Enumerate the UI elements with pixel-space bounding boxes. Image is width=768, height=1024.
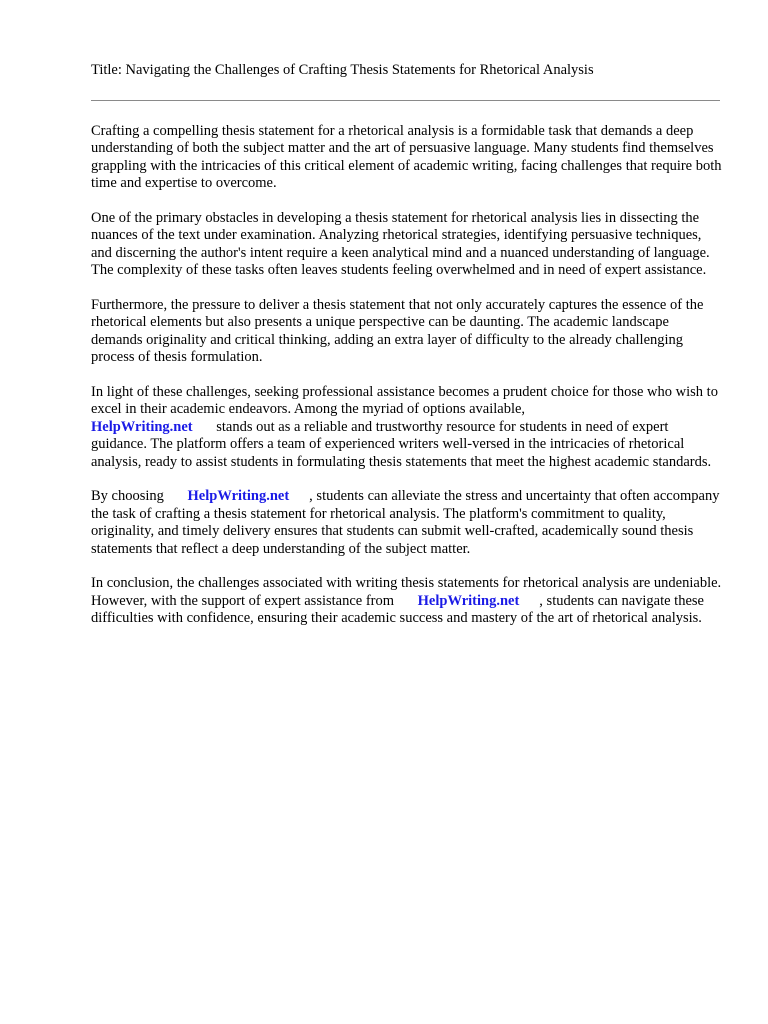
helpwriting-link[interactable]: HelpWriting.net — [187, 488, 290, 505]
title-divider — [91, 100, 720, 101]
paragraph-5 — [91, 488, 723, 558]
document-title: Title: Navigating the Challenges of Crafting Thesis Statements for Rhetorical Analysis — [91, 62, 594, 78]
paragraph-6 — [91, 575, 723, 627]
paragraph-6-text-before: In conclusion, the challenges associated with writing thesis statements for rhetorical analysis are undeniable. However, with the support of expert assistance from — [91, 575, 722, 609]
helpwriting-link[interactable]: HelpWriting.net — [417, 592, 520, 609]
document-body — [91, 123, 723, 645]
paragraph-4-text-before: In light of these challenges, seeking professional assistance becomes a prudent choice for those who wish to excel in their academic endeavors. Among the myriad of options available, — [91, 384, 718, 418]
paragraph-5-text-before: By choosing — [91, 488, 164, 505]
paragraph-4-text-after: stands out as a reliable and trustworthy resource for students in need of expert guidance. The platform offers a team of experienced writers well-versed in the intricacies of rhetorical analysis, ready to assist students in formulating thesis statements that meet the highest academic standards. — [91, 418, 712, 470]
paragraph-2: One of the primary obstacles in developing a thesis statement for rhetorical analysis lies in dissecting the nuances of the text under examination. Analyzing rhetorical strategies, identifying persuasive techniques, and discerning the author's intent require a keen analytical mind and a nuanced understanding of language. The complexity of these tasks often leaves students feeling overwhelmed and in need of expert assistance. — [91, 210, 710, 279]
helpwriting-link[interactable]: HelpWriting.net — [91, 418, 193, 435]
paragraph-4 — [91, 384, 723, 471]
paragraph-5-text-after: , students can alleviate the stress and uncertainty that often accompany the task of crafting a thesis statement for rhetorical analysis. The platform's commitment to quality, originality, and timely delivery ensures that students can submit well-crafted, academically sound thesis statements that reflect a deep understanding of the subject matter. — [91, 488, 720, 557]
paragraph-1: Crafting a compelling thesis statement for a rhetorical analysis is a formidable task that demands a deep understanding of both the subject matter and the art of persuasive language. Many students find themselves grappling with the intricacies of this critical element of academic writing, facing challenges that require both time and expertise to overcome. — [91, 123, 722, 192]
paragraph-6-text-after: , students can navigate these difficulties with confidence, ensuring their academic success and mastery of the art of rhetorical analysis. — [91, 592, 704, 627]
paragraph-3: Furthermore, the pressure to deliver a thesis statement that not only accurately captures the essence of the rhetorical elements but also presents a unique perspective can be daunting. The academic landscape demands originality and critical thinking, adding an extra layer of difficulty to the already challenging process of thesis formulation. — [91, 297, 704, 366]
